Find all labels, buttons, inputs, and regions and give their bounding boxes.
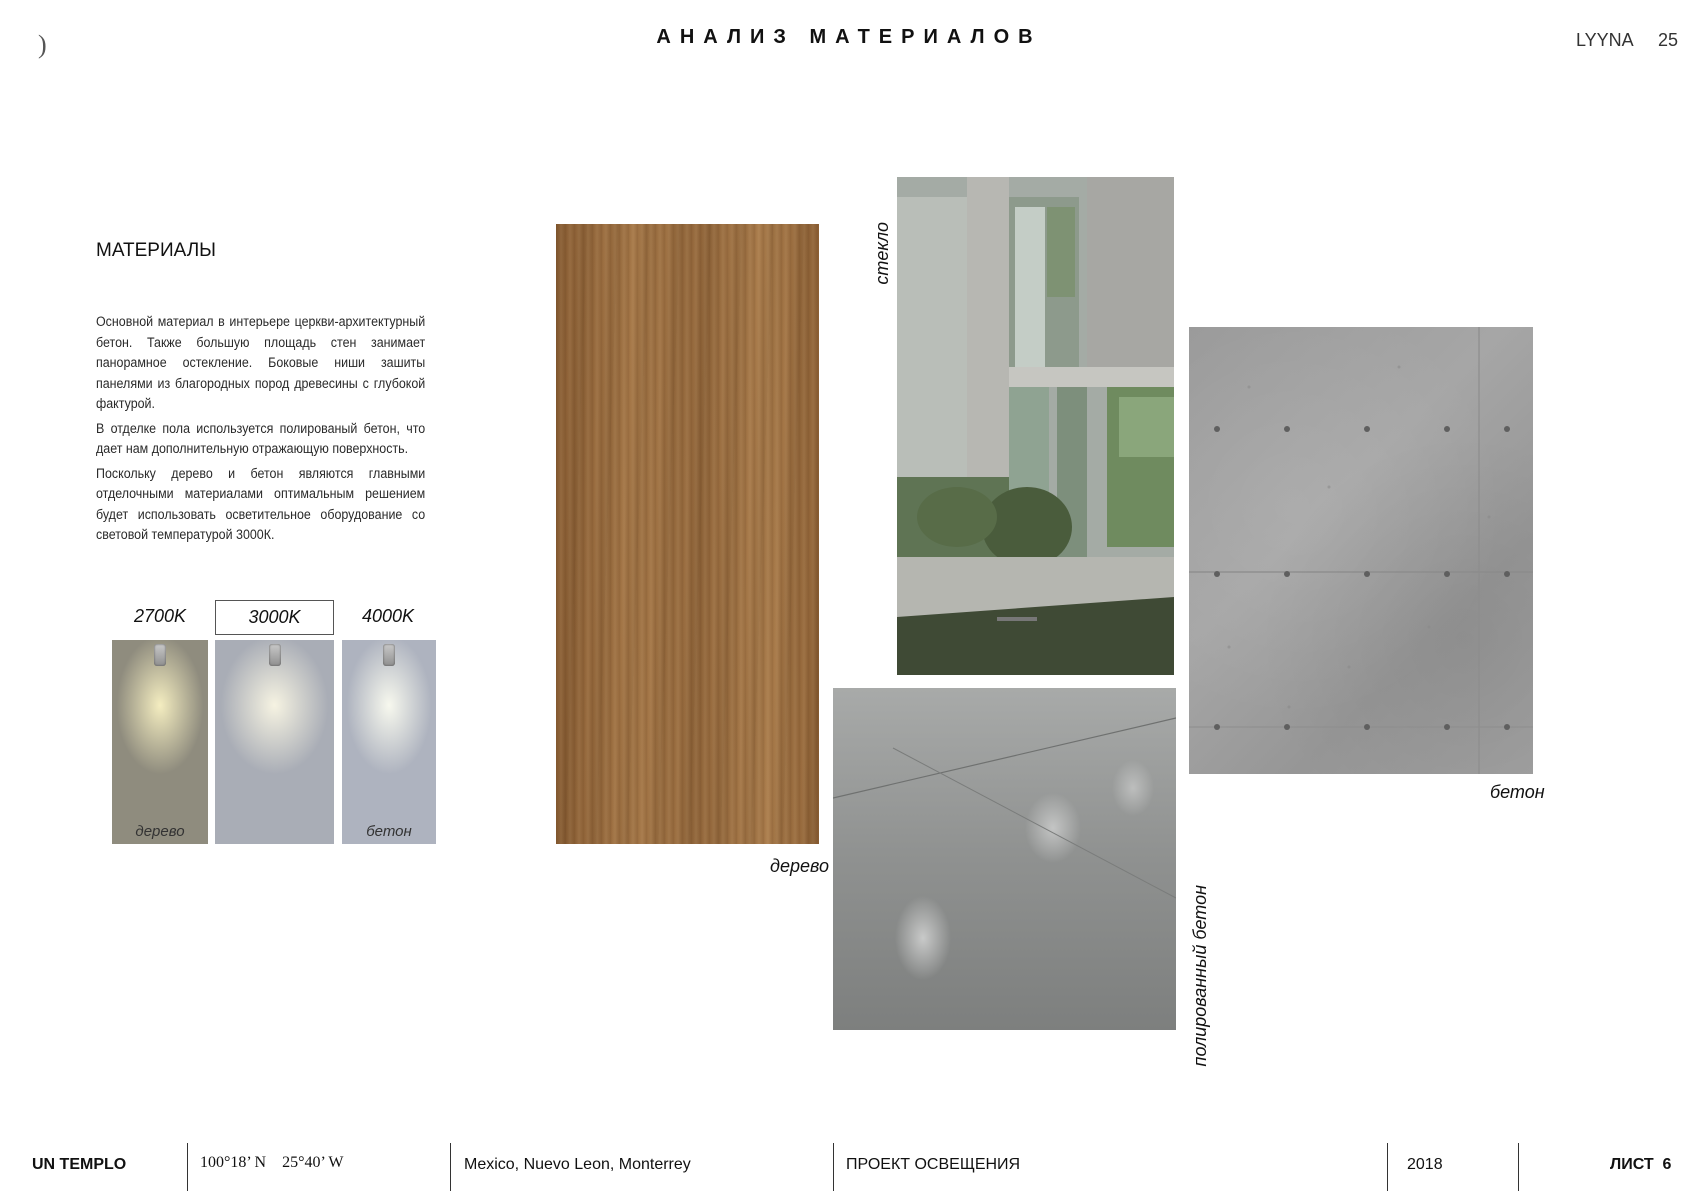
floor-joint-lines bbox=[833, 688, 1176, 1030]
glass-caption: стекло bbox=[872, 222, 892, 285]
footer-divider bbox=[1518, 1143, 1519, 1191]
polished-concrete-image bbox=[833, 688, 1176, 1030]
light-sample-2700 bbox=[112, 640, 208, 844]
footer-divider bbox=[1387, 1143, 1388, 1191]
description-text bbox=[96, 312, 425, 550]
spotlight-icon bbox=[154, 644, 166, 666]
glass-facade-image bbox=[897, 177, 1174, 675]
concrete-panel-lines bbox=[1189, 327, 1533, 774]
coordinates: 100°18’ N 25°40’ W bbox=[200, 1154, 344, 1171]
project-name: UN TEMPLO bbox=[32, 1156, 127, 1173]
sample-caption: бетон bbox=[366, 823, 412, 840]
polished-concrete-caption: полированный бетон bbox=[1190, 885, 1210, 1067]
wood-texture-image bbox=[556, 224, 819, 844]
footer-divider bbox=[833, 1143, 834, 1191]
concrete-wall-image bbox=[1189, 327, 1533, 774]
spotlight-icon bbox=[383, 644, 395, 666]
paragraph-3: Поскольку дерево и бетон являются главными отделочными материалами оптимальным решением будет использовать осветительное оборудование со световой температурой 3000К. bbox=[96, 465, 426, 542]
wood-caption: дерево bbox=[770, 856, 829, 876]
footer-divider bbox=[187, 1143, 188, 1191]
light-sample-3000 bbox=[215, 640, 334, 844]
location: Mexico, Nuevo Leon, Monterrey bbox=[464, 1156, 691, 1173]
light-sample-4000 bbox=[342, 640, 436, 844]
footer-divider bbox=[450, 1143, 451, 1191]
temp-label-3000-selected: 3000K bbox=[215, 600, 334, 635]
paragraph-1: Основной материал в интерьере церкви-архитектурный бетон. Также большую площадь стен занимает панорамное остекление. Боковые ниши зашиты панелями из благородных пород древесины с глубокой фактурой. bbox=[96, 314, 426, 411]
temp-label-4000: 4000K bbox=[361, 606, 415, 626]
concrete-caption: бетон bbox=[1490, 782, 1545, 802]
sample-caption: дерево bbox=[135, 823, 185, 840]
logo-mark: ) bbox=[38, 30, 47, 59]
section-title: МАТЕРИАЛЫ bbox=[96, 240, 217, 261]
paragraph-2: В отделке пола используется полированый бетон, что дает нам дополнительную отражающую поверхность. bbox=[96, 420, 426, 456]
spotlight-icon bbox=[269, 644, 281, 666]
temp-label-2700: 2700K bbox=[133, 606, 187, 626]
project-type: ПРОЕКТ ОСВЕЩЕНИЯ bbox=[846, 1156, 1021, 1173]
page-number: 25 bbox=[1658, 30, 1679, 50]
glass-facade-illustration bbox=[897, 177, 1174, 675]
page-title: АНАЛИЗ МАТЕРИАЛОВ bbox=[656, 26, 1042, 48]
sheet-number: ЛИСТ 6 bbox=[1610, 1156, 1672, 1173]
year: 2018 bbox=[1407, 1156, 1443, 1173]
brand-name: LYYNA bbox=[1576, 30, 1634, 50]
